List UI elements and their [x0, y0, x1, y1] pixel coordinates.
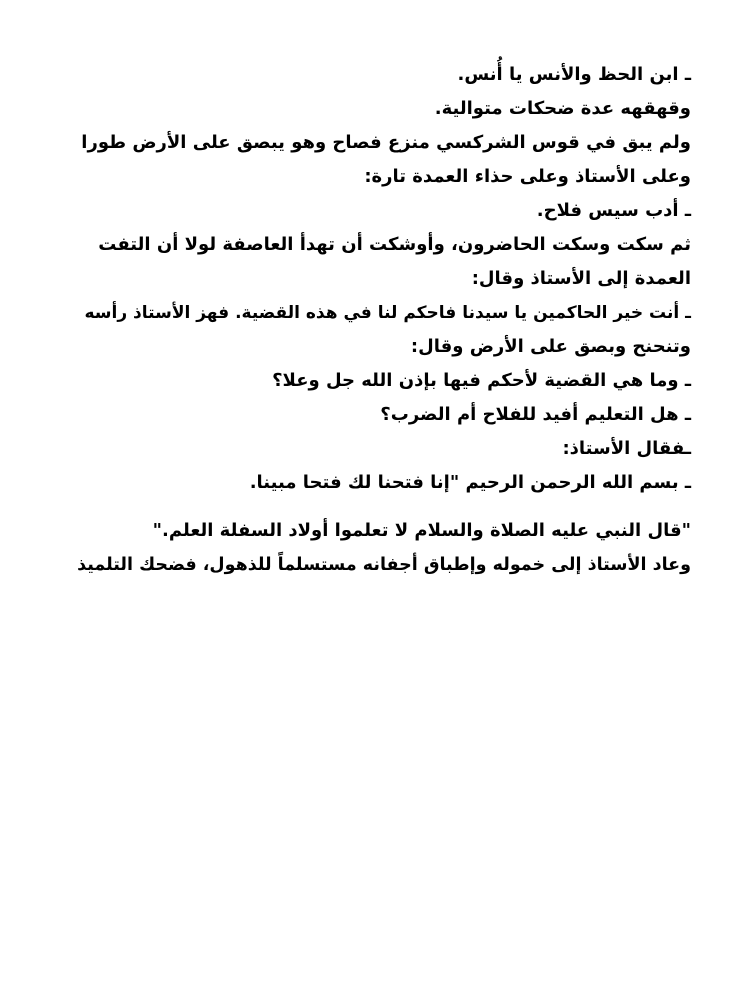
- text-line: وقهقهه عدة ضحكات متوالية.: [434, 98, 691, 119]
- text-line: ـ أدب سيس فلاح.: [536, 200, 691, 221]
- text-line: ـفقال الأستاذ:: [562, 438, 691, 459]
- text-line: ثم سكت وسكت الحاضرون، وأوشكت أن تهدأ العاصفة لولا أن التفت: [98, 234, 691, 255]
- text-line: ولم يبق في قوس الشركسي منزع فصاح وهو يبصق على الأرض طورا: [81, 132, 691, 153]
- text-line: العمدة إلى الأستاذ وقال:: [471, 268, 691, 289]
- text-line: ـ وما هي القضية لأحكم فيها بإذن الله جل وعلا؟: [272, 370, 691, 391]
- text-line: وعاد الأستاذ إلى خموله وإطباق أجفانه مستسلماً للذهول، فضحك التلميذ: [77, 555, 691, 575]
- document-text: [70, 58, 691, 582]
- text-line: وتنحنح وبصق على الأرض وقال:: [410, 336, 691, 357]
- text-line: ـ هل التعليم أفيد للفلاح أم الضرب؟: [380, 404, 691, 425]
- text-line: وعلى الأستاذ وعلى حذاء العمدة تارة:: [364, 166, 691, 187]
- text-line: ـ ابن الحظ والأنس يا أُنس.: [457, 64, 691, 85]
- text-line: ـ أنت خير الحاكمين يا سيدنا فاحكم لنا في هذه القضية. فهز الأستاذ رأسه: [84, 303, 691, 323]
- text-line: ـ بسم الله الرحمن الرحيم "إنا فتحنا لك فتحا مبينا.: [249, 472, 691, 493]
- text-line: "قال النبي عليه الصلاة والسلام لا تعلموا أولاد السفلة العلم.": [152, 520, 691, 541]
